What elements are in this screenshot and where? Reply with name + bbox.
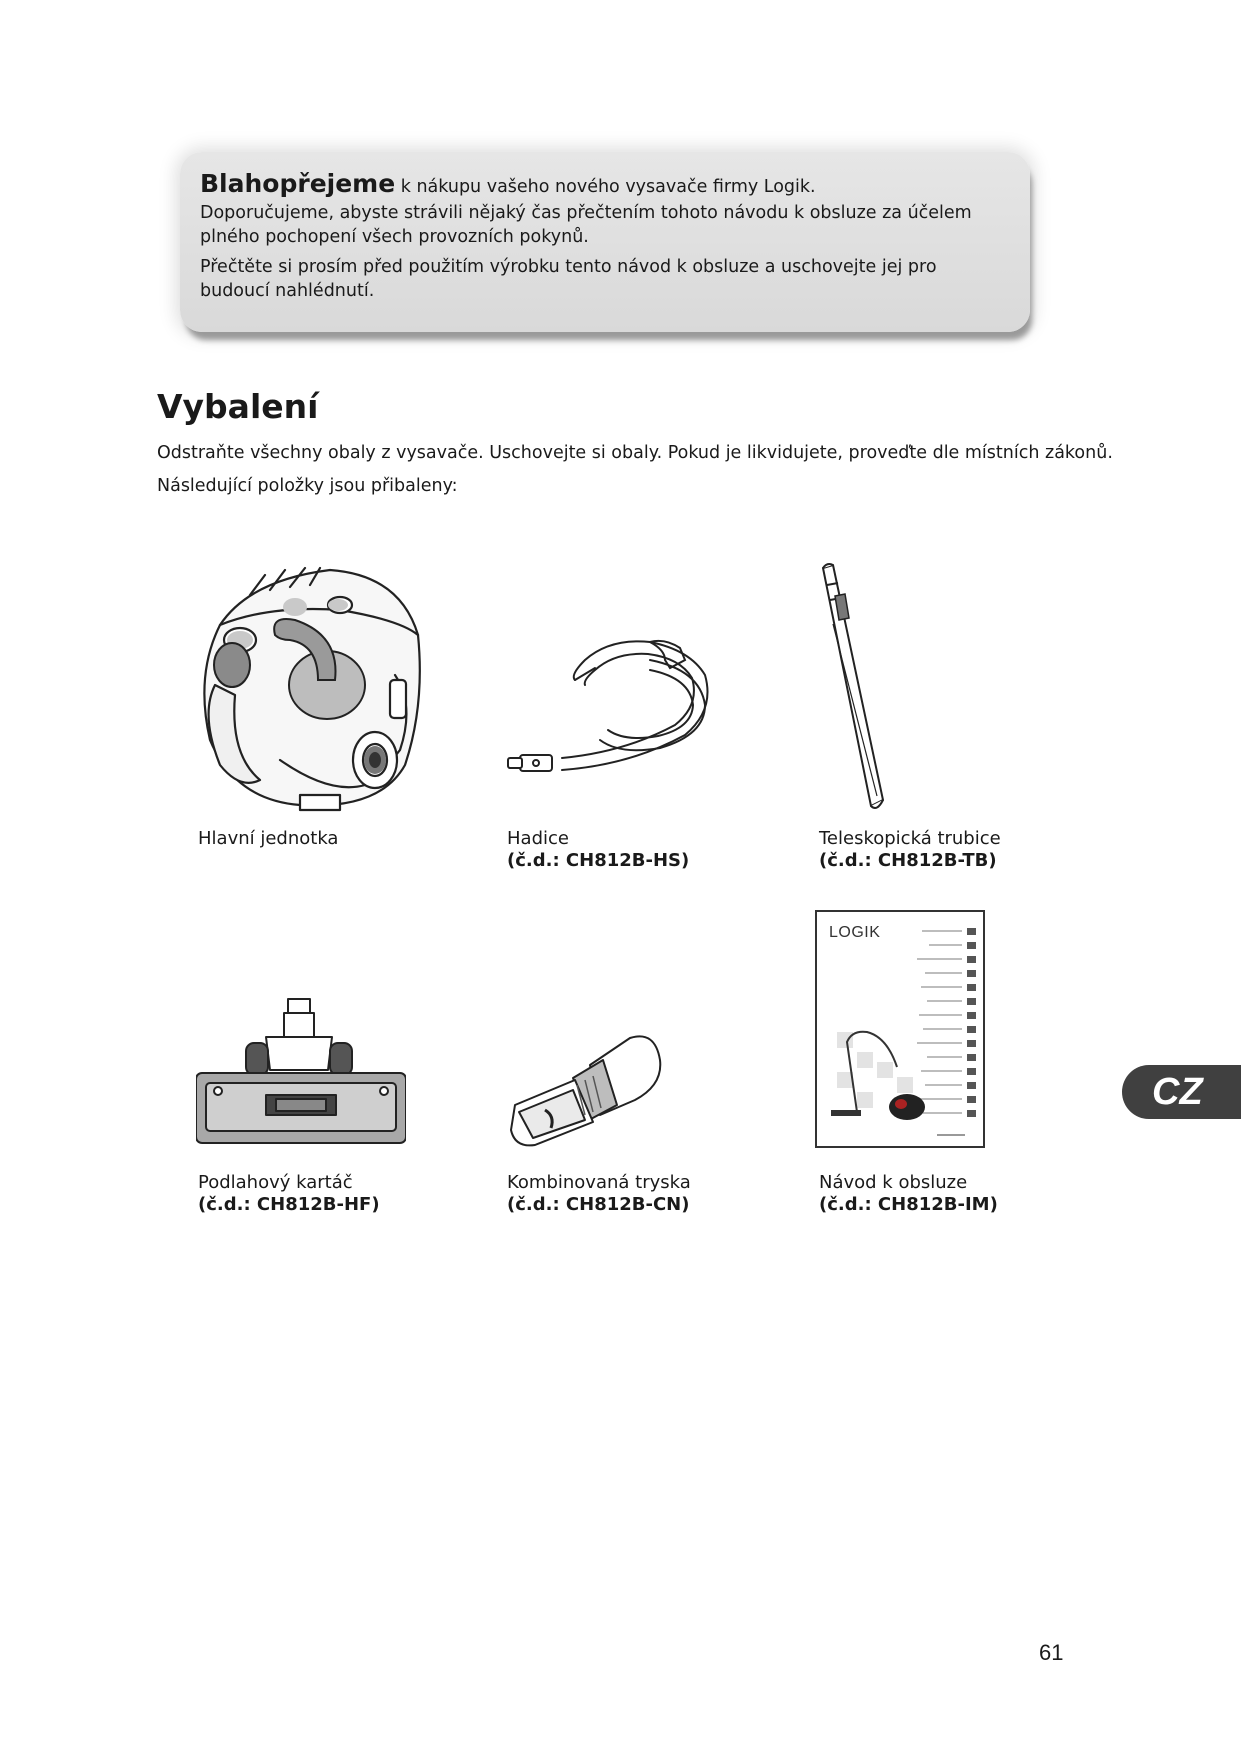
- section-text2: Následující položky jsou přibaleny:: [157, 476, 458, 496]
- intro-strong: Blahopřejeme: [200, 169, 396, 198]
- item-code: (č.d.: CH812B-CN): [507, 1194, 690, 1215]
- manual-cover: [815, 910, 985, 1148]
- item-caption-telescopic-tube: [819, 828, 1001, 872]
- intro-line1-text: k nákupu vašeho nového vysavače firmy Logik.: [395, 177, 816, 197]
- manual-cover-graphic: [817, 912, 983, 1146]
- section-title: Vybalení: [157, 387, 319, 426]
- intro-box: [180, 152, 1030, 332]
- item-code: (č.d.: CH812B-IM): [819, 1194, 998, 1215]
- floor-brush-image: [196, 995, 406, 1155]
- item-name: Podlahový kartáč: [198, 1172, 353, 1193]
- section-text1: Odstraňte všechny obaly z vysavače. Uschovejte si obaly. Pokud je likvidujete, proveďte dle místních zákonů.: [157, 443, 1113, 463]
- language-tab: CZ: [1122, 1065, 1241, 1119]
- main-unit-image: [190, 565, 430, 815]
- item-code: (č.d.: CH812B-HS): [507, 850, 690, 871]
- item-name: Teleskopická trubice: [819, 828, 1001, 849]
- item-name: Kombinovaná tryska: [507, 1172, 691, 1193]
- item-caption-combination-nozzle: [507, 1172, 691, 1216]
- item-caption-manual: [819, 1172, 998, 1216]
- item-caption-hose: [507, 828, 689, 872]
- item-code: (č.d.: CH812B-TB): [819, 850, 997, 871]
- item-caption-floor-brush: [198, 1172, 380, 1216]
- manual-brand: LOGIK: [829, 924, 881, 941]
- item-name: Návod k obsluze: [819, 1172, 968, 1193]
- intro-para2: Doporučujeme, abyste strávili nějaký čas přečtením tohoto návodu k obsluze za účelem plného pochopení všech provozních pokynů.: [200, 203, 972, 247]
- combination-nozzle-image: [505, 1030, 665, 1150]
- item-name: Hlavní jednotka: [198, 828, 339, 849]
- item-code: (č.d.: CH812B-HF): [198, 1194, 380, 1215]
- item-caption-main-unit: [198, 828, 338, 850]
- intro-para3: Přečtěte si prosím před použitím výrobku tento návod k obsluze a uschovejte jej pro budoucí nahlédnutí.: [200, 257, 937, 301]
- page-number: 61: [1039, 1640, 1064, 1665]
- hose-image: [500, 630, 730, 780]
- telescopic-tube-image: [805, 560, 915, 815]
- intro-line1: [200, 169, 1010, 199]
- item-name: Hadice: [507, 828, 569, 849]
